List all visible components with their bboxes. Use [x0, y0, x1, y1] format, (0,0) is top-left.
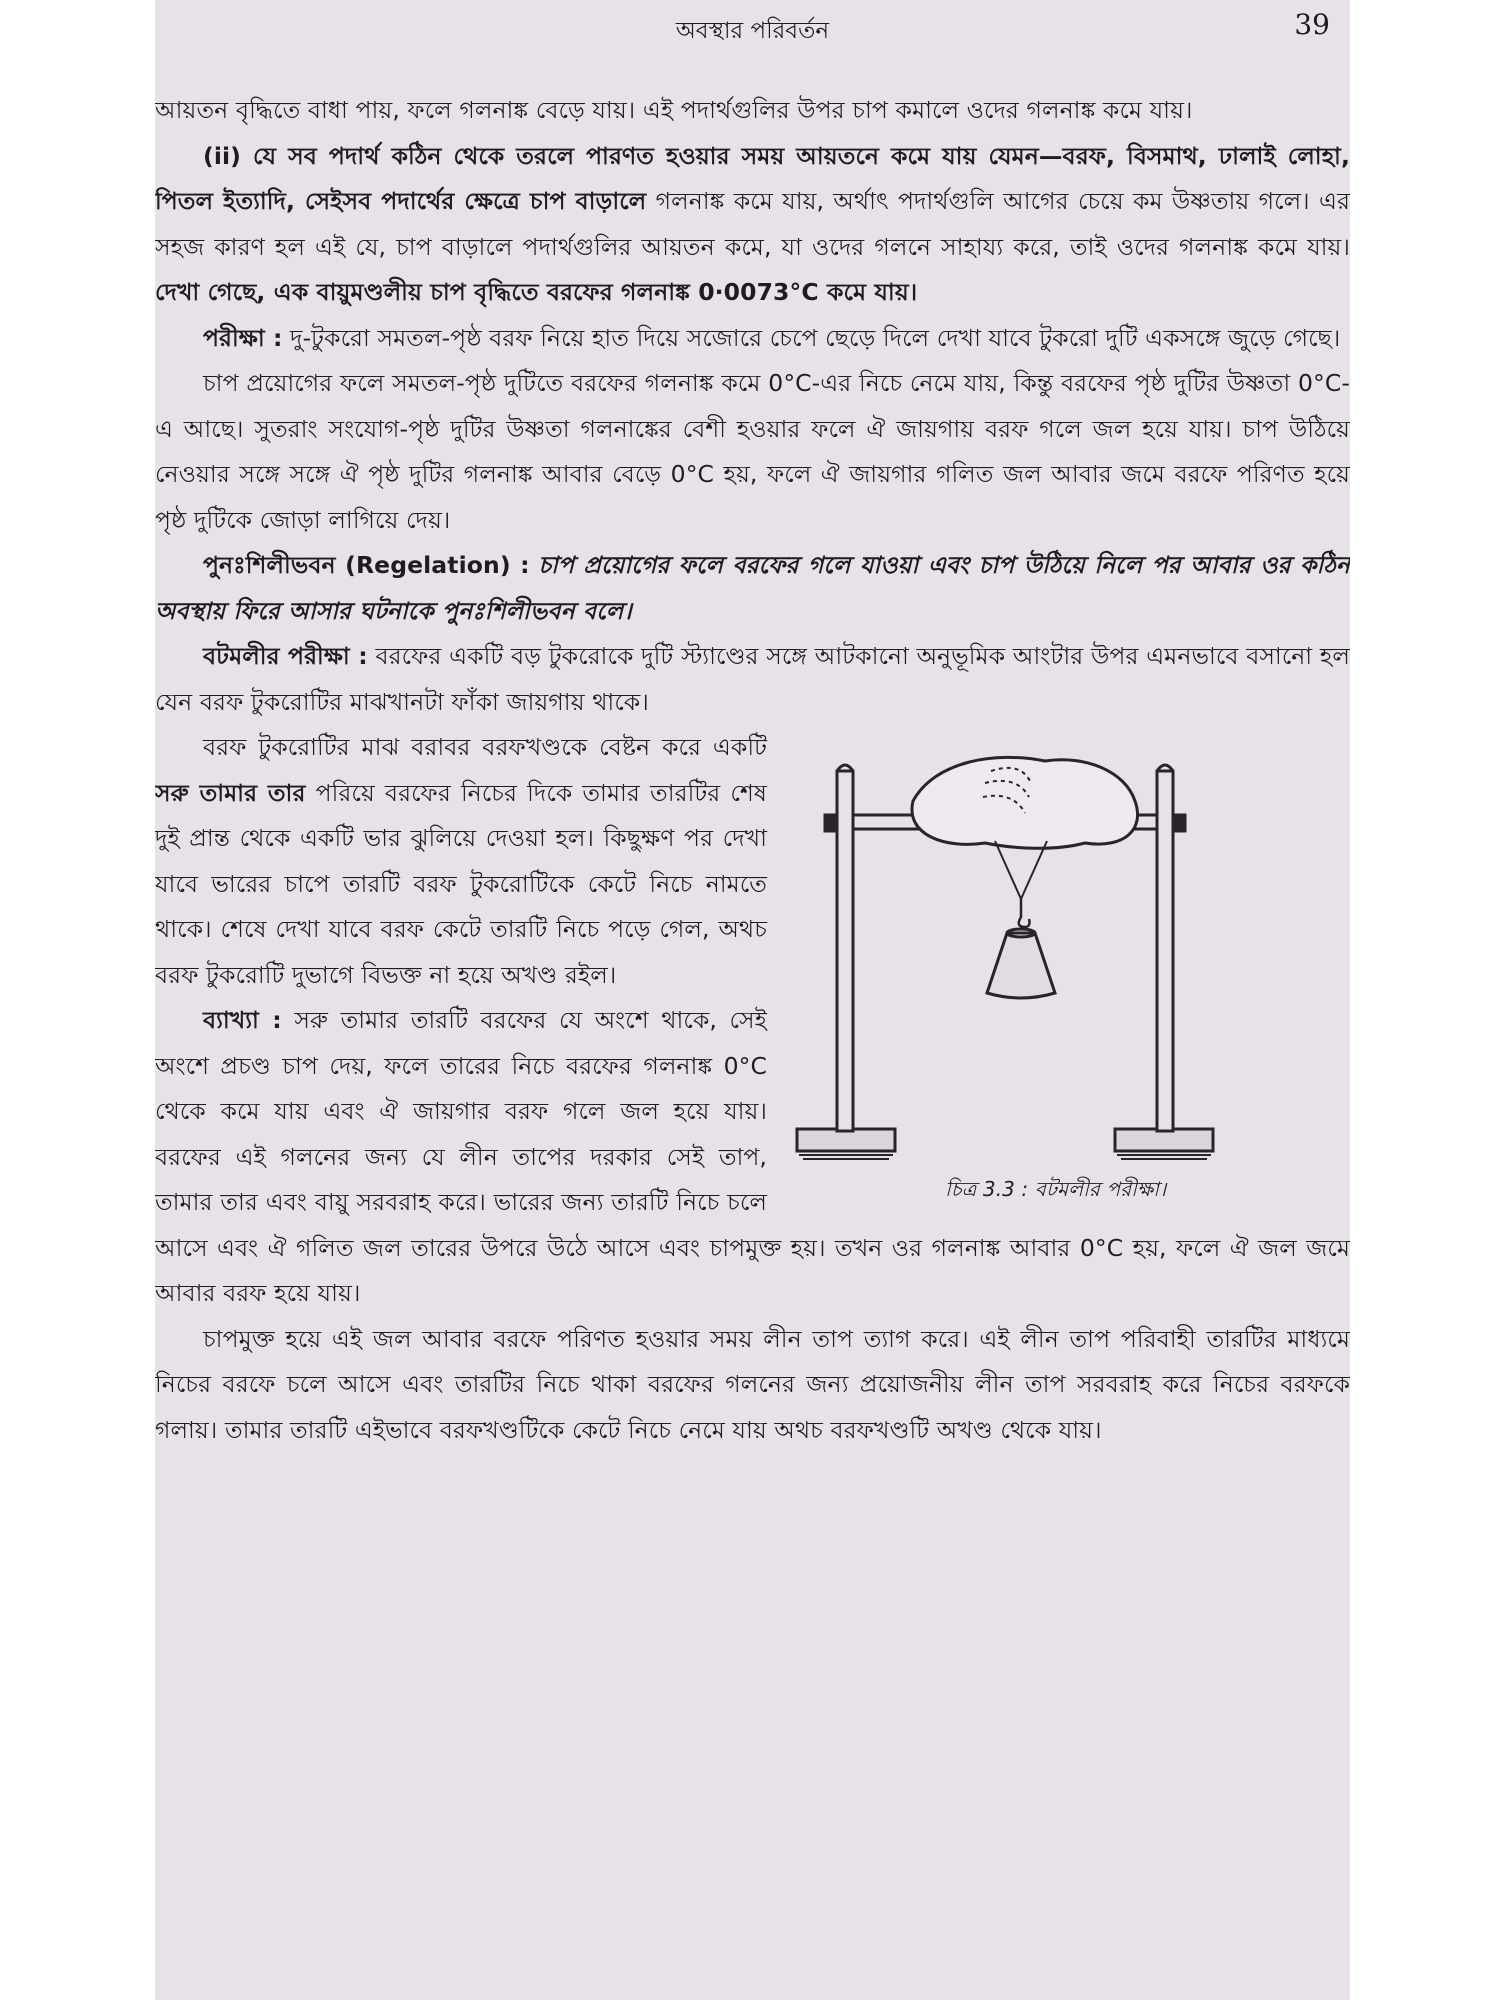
- paragraph-8-text: সরু তামার তারটি বরফের যে অংশে থাকে, সেই অংশে প্রচণ্ড চাপ দেয়, ফলে তারের নিচে বরফের গলনাঙ্ক 0°C থেকে কমে যায় এবং ঐ জায়গার বরফ গলে জল হয়ে যায়। বরফের এই গলনের জন্য যে লীন তাপের দরকার সেই তাপ, তামার তার এবং বায়ু সরবরাহ করে। ভারের জন্য তারটি নিচে চলে আসে এবং ঐ গলিত জল তারের উপরে উঠে আসে এবং চাপমুক্ত হয়। তখন ওর গলনাঙ্ক আবার 0°C হয়, ফলে ঐ জল জমে আবার বরফ হয়ে যায়।: [155, 1006, 1350, 1307]
- figure-caption: চিত্র 3.3 : বটমলীর পরীক্ষা।: [945, 1177, 1167, 1201]
- page-number: 39: [1294, 8, 1330, 41]
- paragraph-2-text: গলনাঙ্ক কমে যায়, অর্থাৎ পদার্থগুলি আগের চেয়ে কম উষ্ণতায় গলে। এর সহজ কারণ হল এই যে, চাপ বাড়ালে পদার্থগুলির আয়তন কমে, যা ওদের গলনে সাহায্য করে, তাই ওদের গলনাঙ্ক কমে যায়।: [155, 187, 1350, 261]
- left-stand-pole: [837, 771, 853, 1131]
- experiment-label: পরীক্ষা :: [203, 323, 283, 352]
- paragraph-4-text: চাপ প্রয়োগের ফলে সমতল-পৃষ্ঠ দুটিতে বরফের গলনাঙ্ক কমে 0°C-এর নিচে নেমে যায়, কিন্তু বরফের পৃষ্ঠ দুটির উষ্ণতা 0°C-এ আছে। সুতরাং সংযোগ-পৃষ্ঠ দুটির উষ্ণতা গলনাঙ্কের বেশী হওয়ার ফলে ঐ জায়গায় বরফ গলে জল হয়ে যায়। চাপ উঠিয়ে নেওয়ার সঙ্গে সঙ্গে ঐ পৃষ্ঠ দুটির গলনাঙ্ক আবার বেড়ে 0°C হয়, ফলে ঐ জায়গার গলিত জল আবার জমে বরফে পরিণত হয়ে পৃষ্ঠ দুটিকে জোড়া লাগিয়ে দেয়।: [155, 369, 1350, 534]
- regelation-term: পুনঃশিলীভবন (Regelation) :: [203, 551, 530, 579]
- figure-bottomley-experiment: [785, 731, 1350, 1216]
- right-stand-pole: [1157, 771, 1173, 1131]
- paragraph-1: [155, 88, 1350, 134]
- paragraph-7-bold: সরু তামার তার: [155, 778, 306, 807]
- ice-block: [912, 757, 1138, 848]
- left-screw: [825, 815, 837, 831]
- paragraph-3: [155, 316, 1350, 362]
- running-title: অবস্থার পরিবর্তন: [675, 18, 830, 44]
- bottomley-apparatus-illustration: [785, 731, 1350, 1171]
- hanging-weight: [987, 933, 1055, 998]
- paragraph-2-bold-end: দেখা গেছে, এক বায়ুমণ্ডলীয় চাপ বৃদ্ধিতে বরফের গলনাঙ্ক 0·0073°C কমে যায়।: [155, 278, 918, 306]
- paragraph-5: [155, 543, 1350, 634]
- figure-wrap-area: [155, 725, 1350, 1317]
- paragraph-9-text: চাপমুক্ত হয়ে এই জল আবার বরফে পরিণত হওয়ার সময় লীন তাপ ত্যাগ করে। এই লীন তাপ পরিবাহী তারটির মাধ্যমে নিচের বরফে চলে আসে এবং তারটির নিচে থাকা বরফের গলনের জন্য প্রয়োজনীয় লীন তাপ সরবরাহ করে নিচের বরফকে গলায়। তামার তারটি এইভাবে বরফখণ্ডটিকে কেটে নিচে নেমে যায় অথচ বরফখণ্ডটি অখণ্ড থেকে যায়।: [155, 1324, 1350, 1444]
- regelation-definition: চাপ প্রয়োগের ফলে বরফের গলে যাওয়া এবং চাপ উঠিয়ে নিলে পর আবার ওর কঠিন অবস্থায় ফিরে আসার ঘটনাকে পুনঃশিলীভবন বলে।: [155, 551, 1350, 625]
- book-page: [155, 0, 1350, 2000]
- page-body: [155, 88, 1350, 1453]
- bottomley-label: বটমলীর পরীক্ষা :: [203, 642, 368, 670]
- right-screw: [1173, 815, 1185, 831]
- paragraph-9: [155, 1317, 1350, 1454]
- paragraph-4: [155, 361, 1350, 543]
- paragraph-1-text: আয়তন বৃদ্ধিতে বাধা পায়, ফলে গলনাঙ্ক বেড়ে যায়। এই পদার্থগুলির উপর চাপ কমালে ওদের গলনাঙ্ক কমে যায়।: [155, 96, 1193, 124]
- paragraph-2: [155, 134, 1350, 316]
- paragraph-6-text: বরফের একটি বড় টুকরোকে দুটি স্ট্যাণ্ডের সঙ্গে আটকানো অনুভূমিক আংটার উপর এমনভাবে বসানো হল যেন বরফ টুকরোটির মাঝখানটা ফাঁকা জায়গায় থাকে।: [155, 642, 1350, 716]
- paragraph-7-text-b: পরিয়ে বরফের নিচের দিকে তামার তারটির শেষ দুই প্রান্ত থেকে একটি ভার ঝুলিয়ে দেওয়া হল। কিছুক্ষণ পর দেখা যাবে ভারের চাপে তারটি বরফ টুকরোটিকে কেটে নিচে নামতে থাকে। শেষে দেখা যাবে বরফ কেটে তারটি নিচে পড়ে গেল, অথচ বরফ টুকরোটি দুভাগে বিভক্ত না হয়ে অখণ্ড রইল।: [155, 778, 768, 989]
- paragraph-3-text: দু-টুকরো সমতল-পৃষ্ঠ বরফ নিয়ে হাত দিয়ে সজোরে চেপে ছেড়ে দিলে দেখা যাবে টুকরো দুটি একসঙ্গে জুড়ে গেছে।: [290, 323, 1341, 352]
- paragraph-2-bold: (ii) যে সব পদার্থ কঠিন থেকে তরলে পারণত হওয়ার সময় আয়তনে কমে যায় যেমন—বরফ, বিসমাথ, ঢালাই লোহা, পিতল ইত্যাদি, সেইসব পদার্থের ক্ষেত্রে চাপ বাড়ালে: [155, 141, 1350, 215]
- paragraph-7-text-a: বরফ টুকরোটির মাঝ বরাবর বরফখণ্ডকে বেষ্টন করে একটি: [203, 733, 767, 761]
- page-header: [155, 8, 1350, 54]
- paragraph-6: [155, 634, 1350, 725]
- explanation-label: ব্যাখ্যা :: [203, 1006, 282, 1034]
